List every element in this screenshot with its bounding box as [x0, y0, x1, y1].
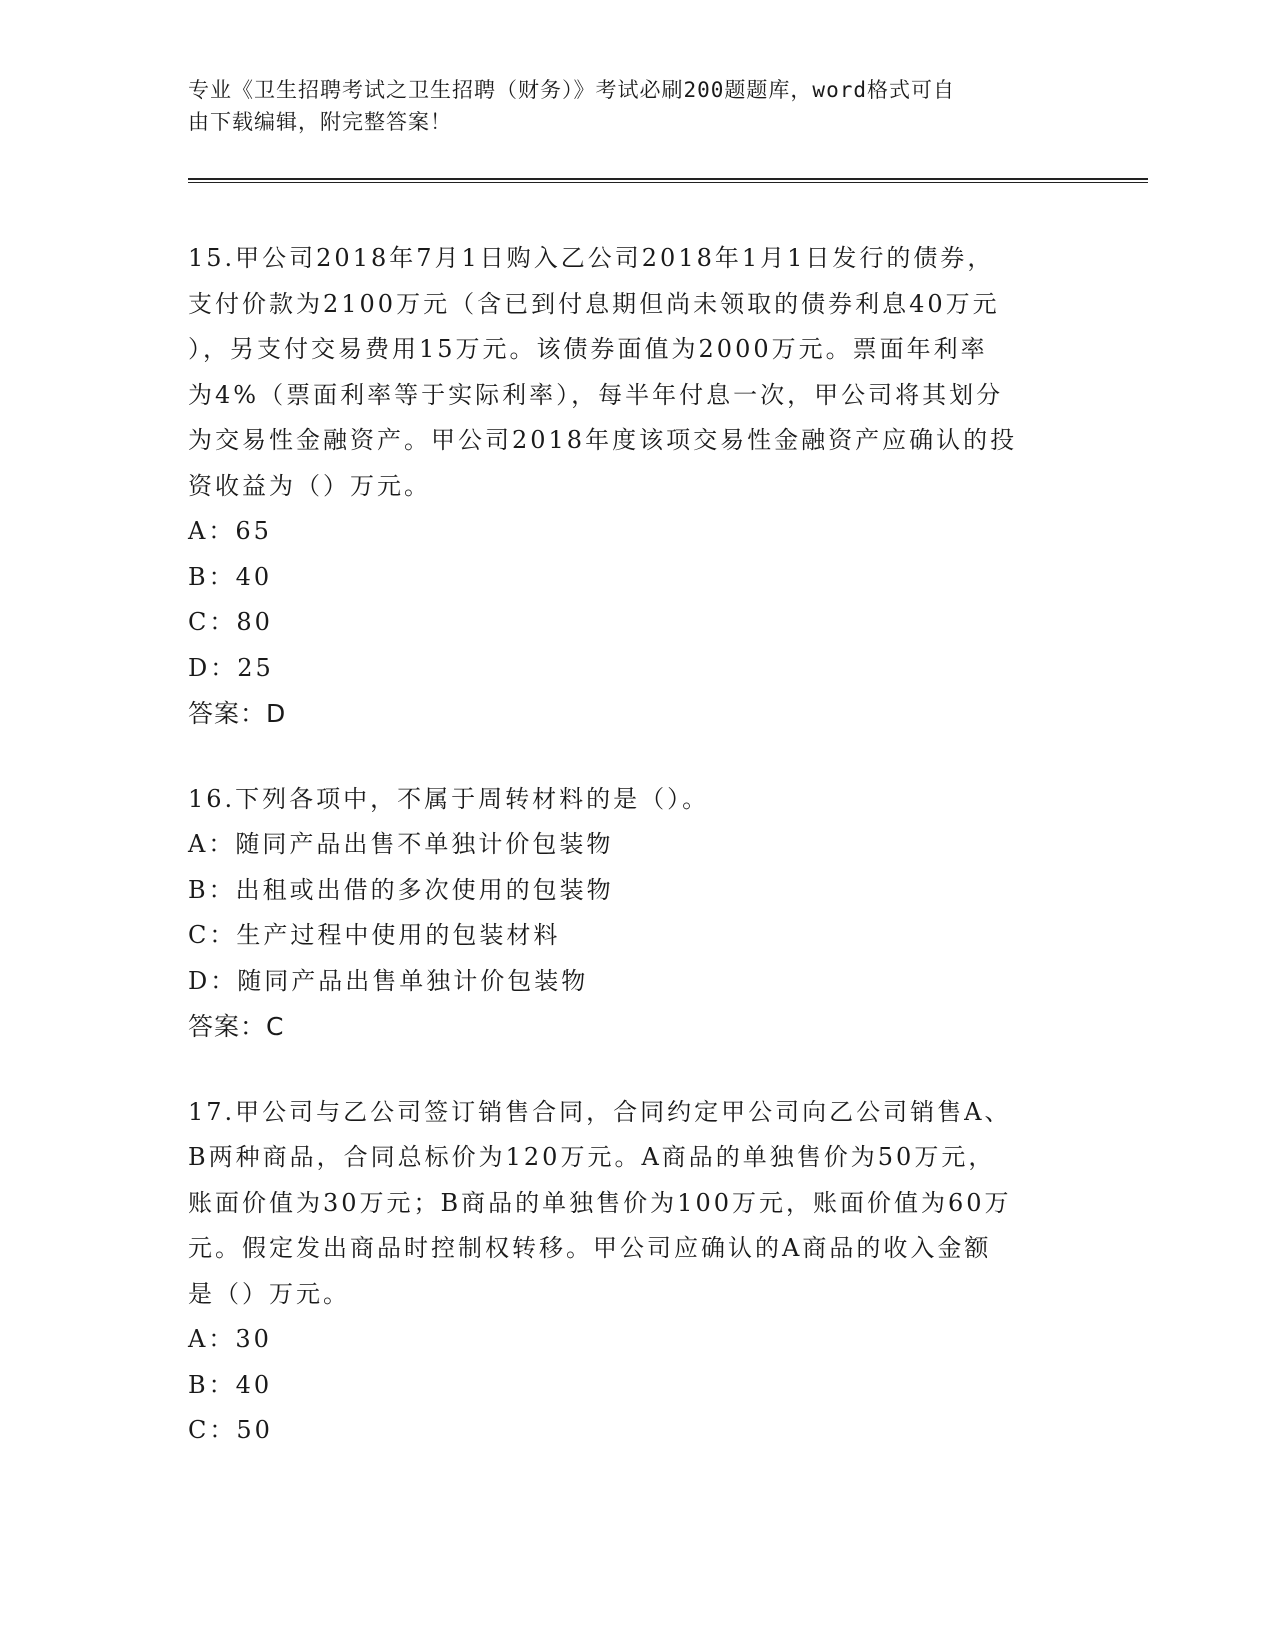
option-letter: D： [188, 653, 238, 682]
option-text: 40 [235, 1370, 273, 1399]
option-letter: C： [188, 921, 237, 949]
option-text: 随同产品出售单独计价包装物 [237, 966, 589, 995]
answer-line: 答案：D [188, 699, 287, 728]
question-stem-line: 为4%（票面利率等于实际利率），每半年付息一次，甲公司将其划分 [188, 380, 1004, 409]
option-text: 出租或出借的多次使用的包装物 [235, 875, 614, 904]
option-d [188, 959, 1088, 1005]
option-letter: B： [188, 1370, 236, 1399]
option-letter: A： [188, 517, 236, 545]
option-c [188, 600, 1088, 646]
question-15 [188, 236, 1088, 737]
question-list [188, 236, 1088, 1494]
option-d [188, 646, 1088, 692]
option-letter: B： [188, 875, 236, 904]
option-text: 40 [235, 562, 273, 591]
option-text: 80 [236, 608, 273, 636]
question-stem-line: 账面价值为30万元；B商品的单独售价为100万元，账面价值为60万 [188, 1188, 1012, 1217]
question-stem-line: 是（）万元。 [188, 1279, 350, 1308]
option-letter: A： [188, 830, 236, 858]
option-text: 25 [237, 653, 274, 682]
option-c [188, 913, 1088, 959]
header-divider-thin [188, 182, 1148, 183]
question-stem-line: 15.甲公司2018年7月1日购入乙公司2018年1月1日发行的债券， [188, 244, 995, 272]
question-stem-line: B两种商品，合同总标价为120万元。A商品的单独售价为50万元， [188, 1143, 996, 1171]
question-stem-line: 资收益为（）万元。 [188, 471, 431, 500]
question-stem-line: ），另支付交易费用15万元。该债券面值为2000万元。票面年利率 [188, 335, 988, 363]
option-c [188, 1408, 1088, 1454]
option-b [188, 1363, 1088, 1409]
question-stem-line: 16.下列各项中，不属于周转材料的是（）。 [188, 784, 710, 813]
question-17 [188, 1090, 1088, 1454]
header-line-1: 专业《卫生招聘考试之卫生招聘（财务）》考试必刷200题题库，word格式可自 [188, 78, 955, 102]
option-a [188, 1317, 1088, 1363]
option-letter: A： [188, 1325, 236, 1353]
question-stem-line: 元。假定发出商品时控制权转移。甲公司应确认的A商品的收入金额 [188, 1234, 992, 1262]
document-header [188, 74, 1068, 138]
option-letter: D： [188, 966, 238, 995]
option-text: 随同产品出售不单独计价包装物 [235, 830, 614, 858]
header-divider-thick [188, 178, 1148, 180]
question-stem-line: 17.甲公司与乙公司签订销售合同，合同约定甲公司向乙公司销售A、 [188, 1097, 1012, 1126]
question-stem-line: 支付价款为2100万元（含已到付息期但尚未领取的债券利息40万元 [188, 289, 1000, 318]
option-letter: C： [188, 608, 237, 636]
answer-line: 答案：C [188, 1012, 285, 1041]
option-letter: B： [188, 562, 236, 591]
question-16 [188, 777, 1088, 1050]
option-b [188, 868, 1088, 914]
option-text: 30 [235, 1325, 272, 1353]
option-letter: C： [188, 1416, 237, 1444]
option-text: 65 [235, 517, 272, 545]
option-a [188, 822, 1088, 868]
header-line-2: 由下载编辑，附完整答案！ [188, 110, 452, 134]
option-text: 生产过程中使用的包装材料 [236, 921, 561, 949]
question-stem-line: 为交易性金融资产。甲公司2018年度该项交易性金融资产应确认的投 [188, 426, 1018, 454]
option-b [188, 555, 1088, 601]
option-text: 50 [236, 1416, 273, 1444]
option-a [188, 509, 1088, 555]
